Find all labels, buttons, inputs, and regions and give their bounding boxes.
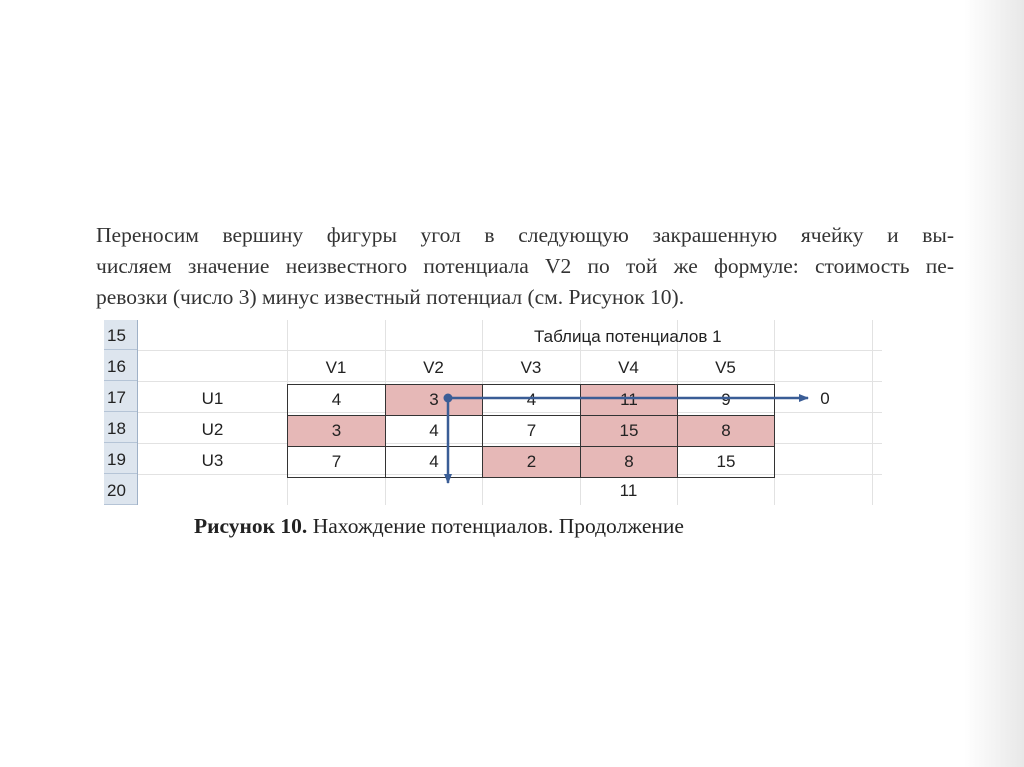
table-cell: 7 xyxy=(482,415,581,447)
row-number: 18 xyxy=(104,414,137,443)
table-cell-highlighted: 3 xyxy=(287,415,386,447)
table-cell-highlighted: 3 xyxy=(385,384,483,416)
table-cell-highlighted: 2 xyxy=(482,446,581,478)
row-label: U2 xyxy=(201,420,224,439)
column-header: V1 xyxy=(325,358,347,377)
paragraph-line-3: ревозки (число 3) минус известный потенциал (см. Рисунок 10). xyxy=(96,285,685,309)
row-label: U1 xyxy=(201,389,224,408)
table-cell: 15 xyxy=(677,446,775,478)
table-title: Таблица потенциалов 1 xyxy=(534,327,722,346)
table-cell-highlighted: 15 xyxy=(580,415,678,447)
table-cell: 4 xyxy=(385,446,483,478)
table-cell-highlighted: 8 xyxy=(677,415,775,447)
table-cell: 9 xyxy=(677,384,775,416)
column-header: V3 xyxy=(520,358,542,377)
table-cell: 4 xyxy=(287,384,386,416)
u1-potential-value: 0 xyxy=(820,389,830,408)
column-header: V2 xyxy=(423,358,444,377)
paragraph-line-1: Переносим вершину фигуры угол в следующую закрашенную ячейку и вы- xyxy=(96,223,954,247)
figure-caption xyxy=(194,514,684,539)
table-cell-highlighted: 11 xyxy=(580,384,678,416)
row-label: U3 xyxy=(201,451,224,470)
row-number: 17 xyxy=(104,383,137,412)
row-number: 20 xyxy=(104,476,137,505)
table-cell: 7 xyxy=(287,446,386,478)
paragraph-line-2: числяем значение неизвестного потенциала V2 по той же формуле: стоимость пе- xyxy=(96,254,954,278)
row-number: 16 xyxy=(104,352,137,381)
caption-text: Нахождение потенциалов. Продолжение xyxy=(307,514,684,538)
column-header: V4 xyxy=(618,358,639,377)
body-paragraph xyxy=(96,220,954,313)
v4-potential-value: 11 xyxy=(619,481,638,500)
column-header: V5 xyxy=(715,358,736,377)
row-number: 15 xyxy=(104,321,137,350)
spreadsheet-figure xyxy=(104,320,882,505)
row-number: 19 xyxy=(104,445,137,474)
caption-label: Рисунок 10. xyxy=(194,514,308,538)
slide-edge-shadow xyxy=(964,0,1024,767)
table-cell: 4 xyxy=(482,384,581,416)
table-cell-highlighted: 8 xyxy=(580,446,678,478)
row-header-column xyxy=(104,320,138,505)
table-cell: 4 xyxy=(385,415,483,447)
